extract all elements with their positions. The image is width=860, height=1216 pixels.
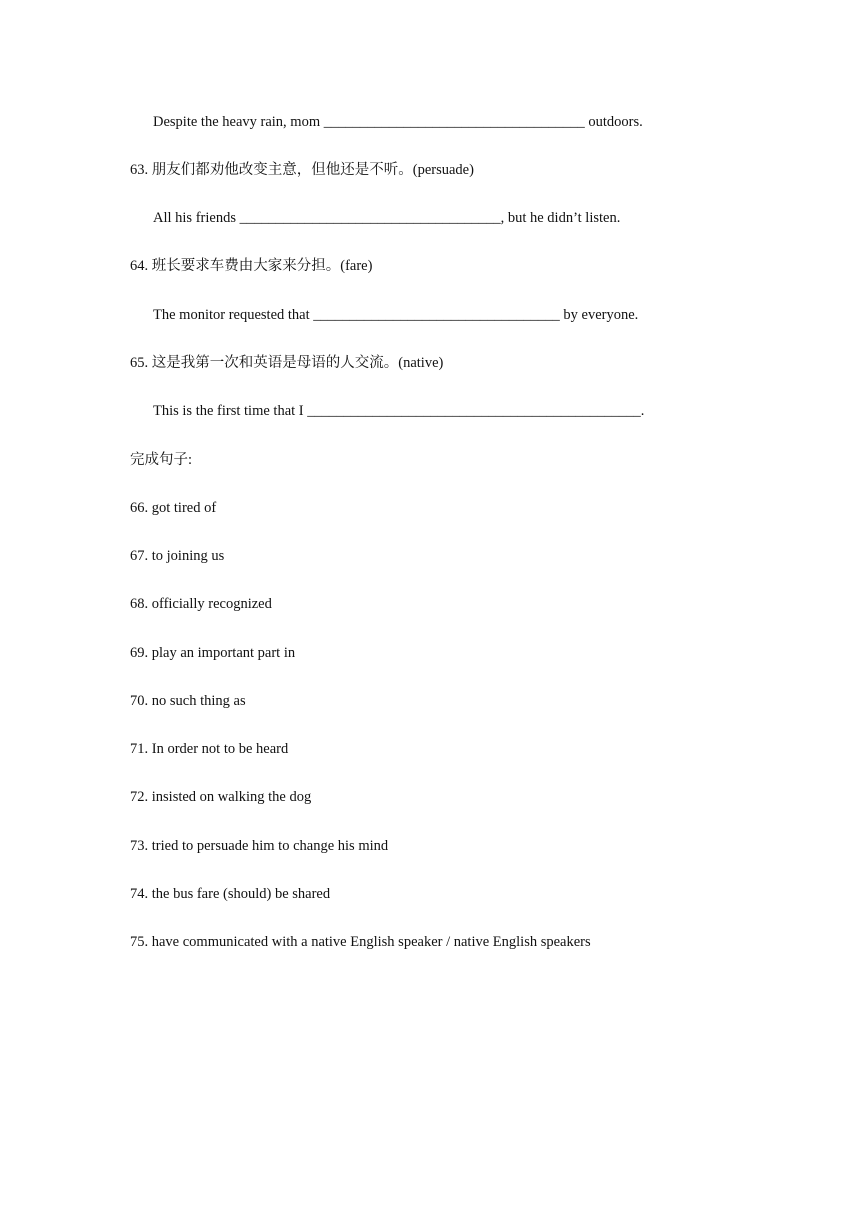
answer-68: 68. officially recognized — [130, 596, 272, 612]
question-65: 65. 这是我第一次和英语是母语的人交流。(native) — [130, 355, 444, 371]
answer-67: 67. to joining us — [130, 548, 225, 564]
question-63: 63. 朋友们都劝他改变主意，但他还是不听。(persuade) — [130, 162, 474, 178]
answer-69: 69. play an important part in — [130, 645, 296, 661]
answer-71: 71. In order not to be heard — [130, 741, 289, 757]
answer-70: 70. no such thing as — [130, 693, 246, 709]
question-64: 64. 班长要求车费由大家来分担。(fare) — [130, 258, 373, 274]
answer-line-62: Despite the heavy rain, mom ____________________________________ outdoors. — [153, 114, 643, 130]
answer-72: 72. insisted on walking the dog — [130, 789, 312, 805]
answer-line-63: All his friends ____________________________________, but he didn’t listen. — [153, 210, 621, 226]
answer-66: 66. got tired of — [130, 500, 217, 516]
answer-73: 73. tried to persuade him to change his mind — [130, 838, 389, 854]
answer-line-64: The monitor requested that __________________________________ by everyone. — [153, 307, 639, 323]
answer-74: 74. the bus fare (should) be shared — [130, 886, 331, 902]
section-heading: 完成句子: — [130, 452, 193, 468]
answer-75: 75. have communicated with a native English speaker / native English speakers — [130, 934, 591, 950]
answer-line-65: This is the first time that I ______________________________________________. — [153, 403, 645, 419]
